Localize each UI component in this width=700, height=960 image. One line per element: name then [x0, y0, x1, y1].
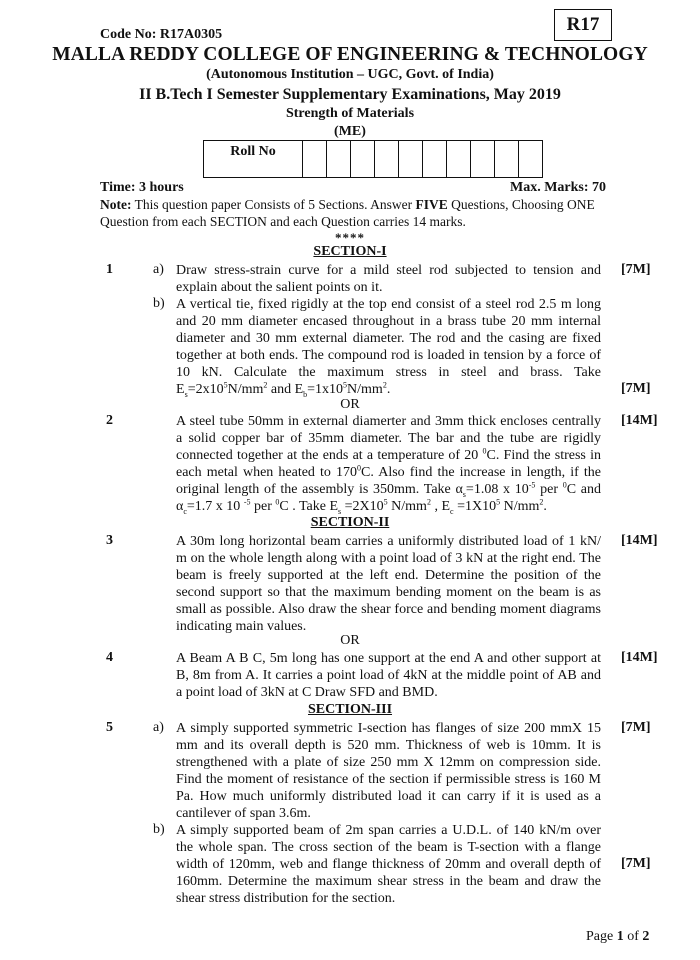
exam-title: II B.Tech I Semester Supplementary Examinations, May 2019	[139, 86, 561, 103]
branch-name: (ME)	[334, 124, 366, 139]
roll-number-grid	[203, 140, 543, 178]
marks: [7M]	[621, 720, 651, 735]
question-number: 4	[106, 650, 113, 665]
question-number: 3	[106, 533, 113, 548]
marks: [14M]	[621, 650, 658, 665]
roll-cell[interactable]	[303, 141, 327, 178]
roll-cell[interactable]	[423, 141, 447, 178]
question-number: 5	[106, 720, 113, 735]
instructions-note: Note: This question paper Consists of 5 Sections. Answer FIVE Questions, Choosing ONE Question from each SECTION and each Question carries 14 marks.	[100, 197, 595, 229]
section-2-heading: SECTION-II	[310, 515, 390, 530]
or-divider: OR	[340, 633, 360, 648]
marks: [7M]	[621, 381, 651, 396]
marks: [7M]	[621, 856, 651, 871]
part-label: b)	[153, 822, 165, 837]
question-text: A simply supported beam of 2m span carries a U.D.L. of 140 kN/m over the whole span. The cross section of the beam is T-section with a flange width of 120mm, web and flange thickness of 20mm and overall depth of 160mm. Determine the maximum shear stress in the beam and draw the shear stress distribution for the section.	[176, 823, 601, 906]
question-text: A steel tube 50mm in external diamerter and 3mm thick encloses centrally a solid copper bar of 35mm diameter. The bar and the tube are rigidly connected together at the ends at a temperature of 20 $^0$C. Find the stress in each metal when heated to $170^0C$. Also find the increase in length, if the original length of the assembly is 350mm. Take $\alpha_s=1.08$ x $10^{-5}$ per $^0$C and $\alpha_c=1.7$ x 10 $^{-5}$ per $^0$C . Take $E_s =2X10^5$ $N/mm^2$ , $E_c =1X10^5$ $N/mm^2$.	[176, 414, 602, 516]
question-number: 1	[106, 262, 113, 277]
roll-cell[interactable]	[327, 141, 351, 178]
institution-status: (Autonomous Institution – UGC, Govt. of India)	[206, 67, 494, 82]
question-text: A simply supported symmetric I-section has flanges of size 200 mmX 15 mm and its overall depth is 520 mm. Thickness of web is 10mm. It is strengthened with a plate of size 250 mm X 12mm on compression side. Find the moment of resistance of the section if permissible stress is 160 M Pa. How much uniformly distributed load it can carry if it is used as a cantilever of span 3.6m.	[176, 721, 601, 821]
page-number: Page 1 of 2	[586, 929, 650, 944]
subject-name: Strength of Materials	[285, 106, 415, 121]
roll-cell[interactable]	[495, 141, 519, 178]
marks: [14M]	[621, 533, 658, 548]
exam-time: Time: 3 hours	[100, 180, 184, 195]
roll-number-label: Roll No	[204, 141, 303, 178]
separator-stars: ****	[335, 230, 365, 245]
part-label: a)	[153, 262, 164, 277]
question-number: 2	[106, 413, 113, 428]
roll-cell[interactable]	[447, 141, 471, 178]
part-label: a)	[153, 720, 164, 735]
question-text: Draw stress-strain curve for a mild steel rod subjected to tension and explain about the salient points on it.	[176, 263, 601, 295]
question-text: A 30m long horizontal beam carries a uniformly distributed load of 1 kN/ m on the whole length along with a point load of 3 kN at the right end. The beam is freely supported at the left end. Determine the position of the second support so that the maximum bending moment on the beam is as small as possible. Also draw the shear force and bending moment diagrams indicating main values.	[176, 534, 601, 634]
or-divider: OR	[340, 397, 360, 412]
section-1-heading: SECTION-I	[313, 244, 387, 259]
code-number: Code No: R17A0305	[100, 27, 223, 42]
question-text: A Beam A B C, 5m long has one support at the end A and other support at B, 8m from A. It carries a point load of 4kN at the middle point of AB and a point load of 3kN at C Draw SFD and BMD.	[176, 651, 601, 700]
roll-cell[interactable]	[519, 141, 543, 178]
part-label: b)	[153, 296, 165, 311]
roll-cell[interactable]	[375, 141, 399, 178]
marks: [7M]	[621, 262, 651, 277]
college-name: MALLA REDDY COLLEGE OF ENGINEERING & TECHNOLOGY	[52, 44, 648, 65]
marks: [14M]	[621, 413, 658, 428]
max-marks: Max. Marks: 70	[510, 180, 607, 195]
regulation-badge: R17	[554, 9, 612, 41]
roll-cell[interactable]	[399, 141, 423, 178]
section-3-heading: SECTION-III	[307, 702, 393, 717]
roll-cell[interactable]	[471, 141, 495, 178]
roll-cell[interactable]	[351, 141, 375, 178]
question-text: A vertical tie, fixed rigidly at the top end consist of a steel rod 2.5 m long and 20 mm diameter encased throughout in a brass tube 20 mm internal diameter and 30 mm external diameter. The rod and the casing are fixed together at both ends. The compound rod is loaded in tension by a force of 10 kN. Calculate the maximum stress in steel and brass. Take $E_s=2x10^5N/mm^2$ and $E_b=1x10^5N/mm^2$.	[176, 297, 601, 399]
